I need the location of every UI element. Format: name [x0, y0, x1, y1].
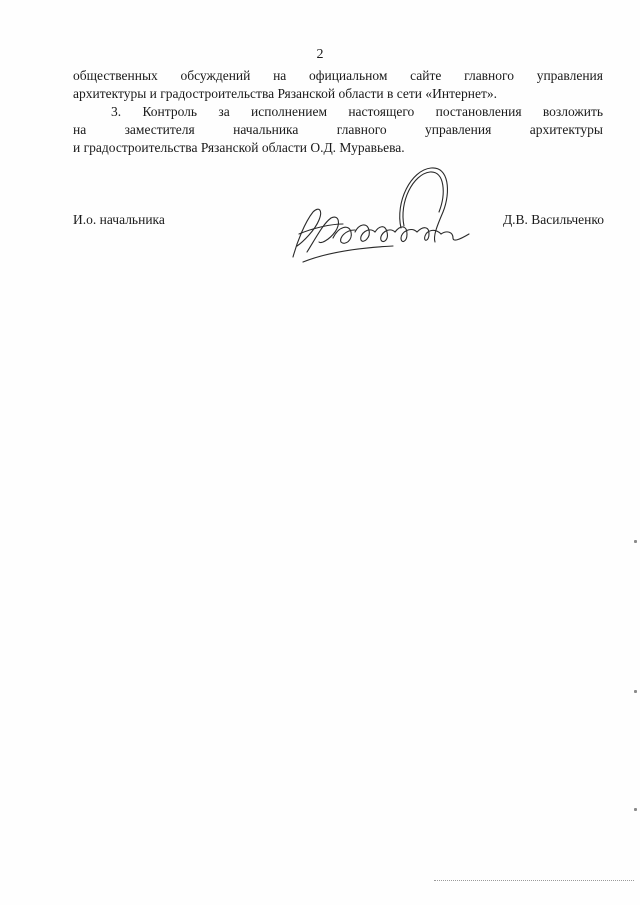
scan-artifact-dot [634, 540, 637, 543]
page-number: 2 [316, 47, 324, 62]
signer-name: Д.В. Васильченко [502, 212, 604, 227]
paragraph-line: архитектуры и градостроительства Рязанской области в сети «Интернет». [73, 86, 497, 101]
paragraph-line: общественных обсуждений на официальном сайте главного управления [73, 68, 603, 83]
signer-position: И.о. начальника [73, 212, 165, 227]
paragraph-line: и градостроительства Рязанской области О.Д. Муравьева. [73, 140, 405, 155]
paragraph-line: 3. Контроль за исполнением настоящего постановления возложить [111, 104, 603, 119]
paragraph-line: на заместителя начальника главного управления архитектуры [73, 122, 603, 137]
scan-artifact-dot [634, 690, 637, 693]
scan-artifact-dot [634, 808, 637, 811]
handwritten-signature [283, 162, 473, 272]
scan-artifact-line [434, 880, 634, 881]
